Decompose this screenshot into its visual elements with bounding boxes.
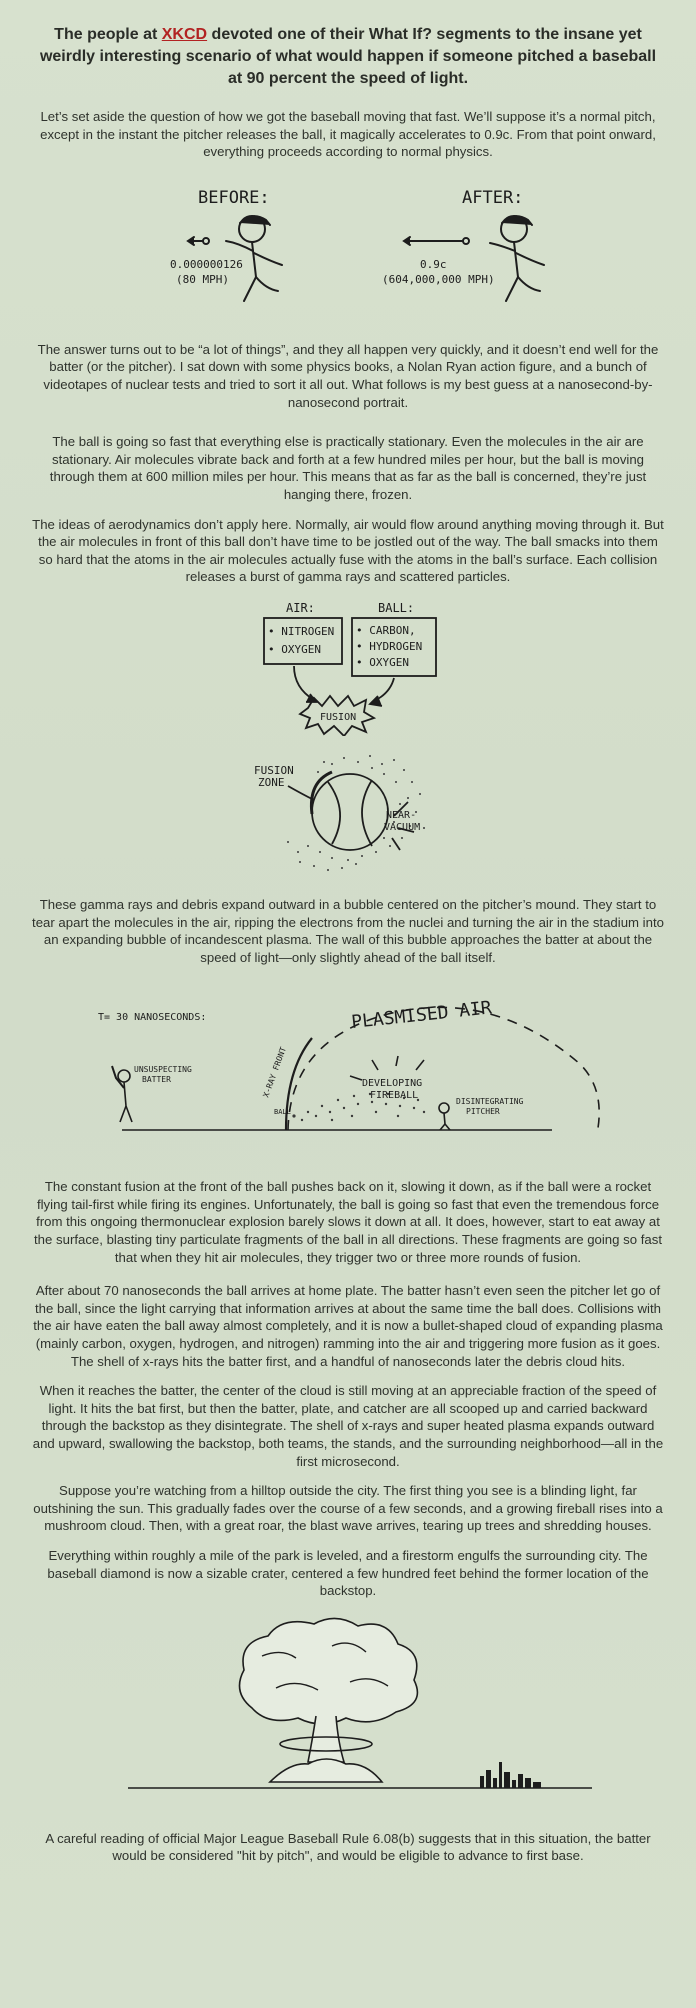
before-after-drawing <box>38 173 658 323</box>
ball-item-3: • OXYGEN <box>356 655 409 669</box>
before-speed: 0.000000126 <box>170 257 243 271</box>
near-vacuum-label-1: NEAR- <box>386 809 417 821</box>
ball-item-2: • HYDROGEN <box>356 639 423 653</box>
paragraph-2: The answer turns out to be “a lot of things”, and they all happen very quickly, and it doesn’t end well for the batter (or the pitcher). I sat down with some physics books, a Nolan Ryan action figure, and a bunch of videotapes of nuclear tests and tried to sort it all out. What follows is my best guess at a nanosecond-by-nanosecond portrait. <box>37 341 659 410</box>
paragraph-9: Suppose you’re watching from a hilltop outside the city. The first thing you see is a blinding light, far outshining the sun. This gradually fades over the course of a few seconds, and a growing fireball rises into a mushroom cloud. Then, with a great roar, the blast wave arrives, tearing up trees and shredding houses. <box>33 1483 663 1534</box>
ball-label: BALL: <box>378 600 415 615</box>
paragraph-7: After about 70 nanoseconds the ball arrives at home plate. The batter hasn’t even seen the pitcher let go of the ball, since the light carrying that information arrives at about the same time the ball does. Collisions with the air have eaten the ball away almost completely, and it is now a bullet-shaped cloud of expanding plasma (mainly carbon, oxygen, hydrogen, and nitrogen) ramming into the air and triggering more fusion as it goes. The shell of x-rays hits the batter first, and a handful of nanoseconds later the debris cloud hits. <box>33 1283 663 1369</box>
fusion-zone-label-1: FUSION <box>254 763 294 777</box>
paragraph-4: The ideas of aerodynamics don’t apply here. Normally, air would flow around anything moving through it. But the air molecules in front of this ball don’t have time to be jostled out of the way. The ball smacks into them so hard that the atoms in the air molecules actually fuse with the atoms in the ball’s surface. Each collision releases a burst of gamma rays and scattered particles. <box>32 516 664 585</box>
paragraph-10: Everything within roughly a mile of the park is leveled, and a firestorm engulfs the surrounding city. The baseball diamond is now a sizable crater, centered a few hundred feet behind the former location of the backstop. <box>47 1547 649 1599</box>
fusion-zone-drawing <box>32 742 664 882</box>
baseball <box>312 774 388 850</box>
before-mph: (80 MPH) <box>176 272 229 286</box>
paragraph-11: A careful reading of official Major League Baseball Rule 6.08(b) suggests that in this situation, the batter would be considered "hit by pitch", and would be eligible to advance to first base. <box>45 1830 651 1864</box>
mushroom-cloud-drawing <box>32 1612 664 1812</box>
plasma-bubble-drawing <box>32 980 664 1160</box>
paragraph-6: The constant fusion at the front of the ball pushes back on it, slowing it down, as if the ball were a rocket flying tail-first while firing its engines. Unfortunately, the ball is going so fast that even the tremendous force from this ongoing thermonuclear explosion barely slows it down at all. It does, however, start to eat away at the surface, blasting tiny particulate fragments of the ball in all directions. These fragments are going so fast that when they hit air molecules, they trigger two or three more rounds of fusion. <box>34 1179 662 1265</box>
comic-fusion-zone <box>32 742 664 882</box>
intro-text-end: devoted one of their What If? segments to the insane yet weirdly interesting scenario of what would happen if someone pitched a baseball at 90 percent the speed of light. <box>39 26 657 87</box>
comic-fusion-diagram <box>32 598 664 736</box>
mushroom-cap <box>240 1618 418 1724</box>
city-skyline <box>480 1762 541 1788</box>
plasma-bubble-outline <box>288 1008 599 1131</box>
time-label: T= 30 NANOSECONDS: <box>98 1012 207 1024</box>
fusion-diagram-drawing <box>32 598 664 736</box>
after-label: AFTER: <box>462 187 524 208</box>
fusion-label: FUSION <box>320 711 357 723</box>
xray-front-label: X-RAY FRONT <box>261 1046 289 1099</box>
pitcher-label-1: DISINTEGRATING <box>456 1097 524 1107</box>
comic-before-after <box>38 173 658 323</box>
near-vacuum-label-2: VACUUM <box>384 821 421 833</box>
paragraph-1: Let’s set aside the question of how we got the baseball moving that fast. We’ll suppose it’s a normal pitch, except in the instant the pitcher releases the ball, it magically accelerates to 0.9c. From that point onward, everything proceeds according to normal physics. <box>40 109 656 160</box>
intro-heading <box>32 24 664 90</box>
ball-marker-label: BALL <box>274 1108 291 1117</box>
batter-label-2: BATTER <box>142 1075 171 1085</box>
paragraph-5: These gamma rays and debris expand outward in a bubble centered on the pitcher’s mound. They start to tear apart the molecules in the air, ripping the electrons from the nuclei and turning the air in the stadium into an expanding bubble of incandescent plasma. The wall of this bubble approaches the batter at about the speed of light—only slightly ahead of the ball itself. <box>32 896 664 965</box>
after-mph: (604,000,000 MPH) <box>382 272 495 286</box>
intro-text-start: The people at <box>54 26 162 43</box>
batter-label-1: UNSUSPECTING <box>134 1065 192 1075</box>
comic-plasma-bubble <box>32 980 664 1160</box>
air-label: AIR: <box>286 600 315 615</box>
developing-label: DEVELOPING <box>362 1078 423 1090</box>
after-speed: 0.9c <box>420 257 447 271</box>
air-item-1: • NITROGEN <box>268 624 335 638</box>
xkcd-link[interactable]: XKCD <box>161 26 208 43</box>
air-item-2: • OXYGEN <box>268 642 321 656</box>
plasmised-air-label: PLASMISED AIR <box>350 997 493 1034</box>
fusion-zone-label-2: ZONE <box>258 775 285 789</box>
pitcher-label-2: PITCHER <box>466 1107 500 1117</box>
paragraph-8: When it reaches the batter, the center of the cloud is still moving at an appreciable fraction of the speed of light. It hits the bat first, but then the batter, plate, and catcher are all scooped up and carried backward through the backstop as they disintegrate. The shell of x-rays and super heated plasma expands outward and upward, swallowing the backstop, both teams, the stands, and the surrounding neighborhood—all in the first microsecond. <box>32 1383 664 1469</box>
fireball-label: FIREBALL <box>370 1090 419 1102</box>
paragraph-3: The ball is going so fast that everything else is practically stationary. Even the molecules in the air are stationary. Air molecules vibrate back and forth at a few hundred miles per hour, but the ball is moving through them at 600 million miles per hour. This means that as far as the ball is concerned, they’re just hanging there, frozen. <box>49 434 647 502</box>
ball-item-1: • CARBON, <box>356 623 416 637</box>
comic-mushroom-cloud <box>32 1612 664 1812</box>
before-label: BEFORE: <box>198 187 270 208</box>
